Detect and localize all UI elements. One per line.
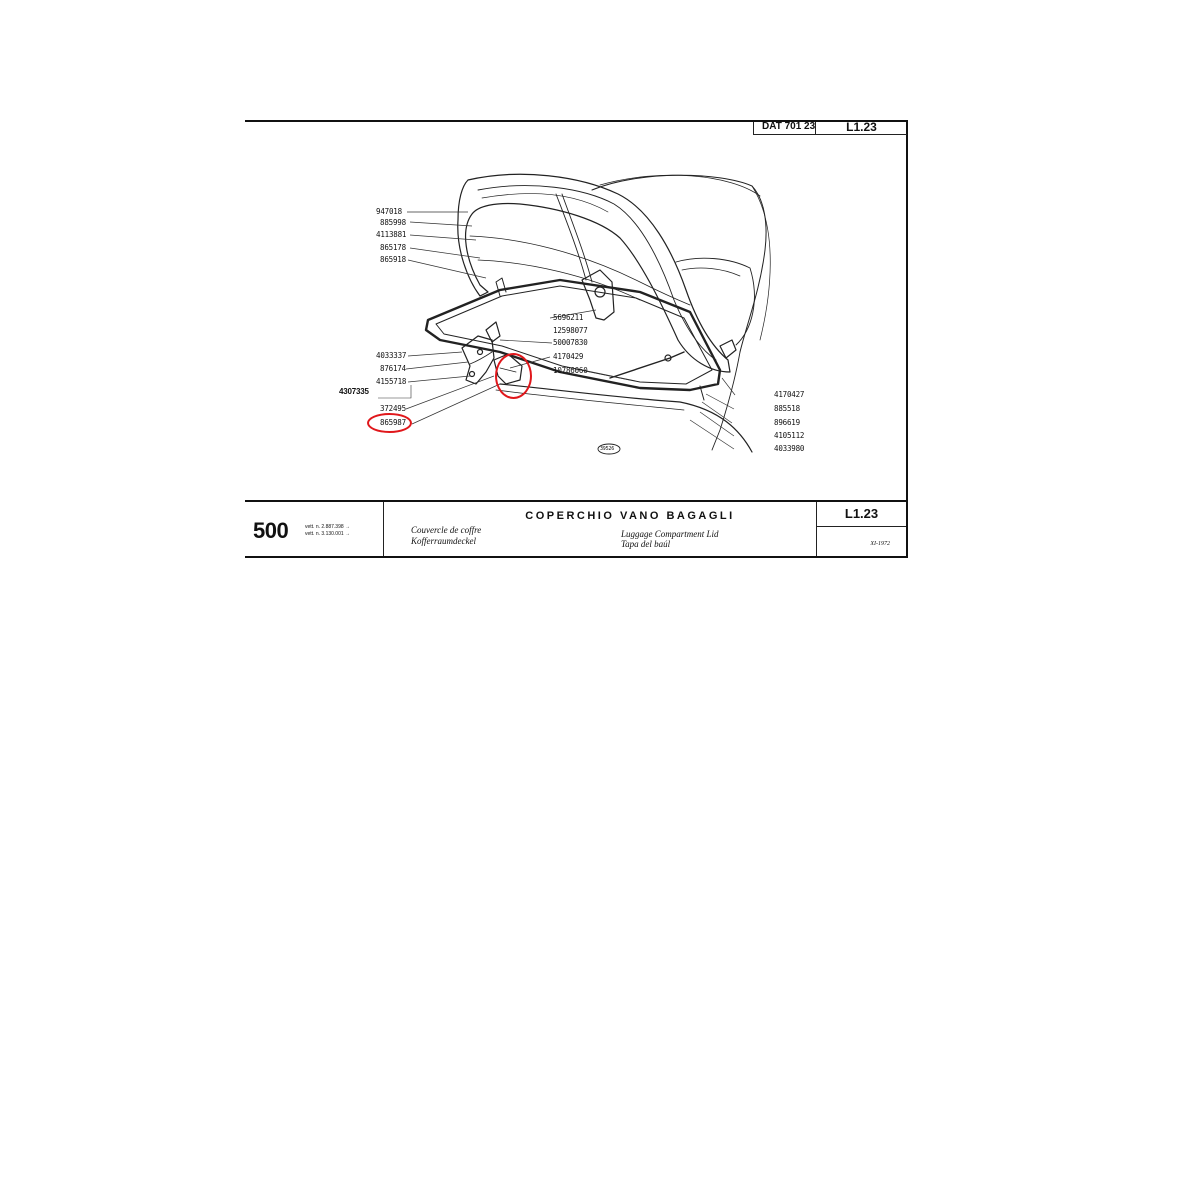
- callout-4170427: 4170427: [774, 390, 805, 399]
- model-note-1: vett. n. 2.887.398 →: [305, 524, 351, 530]
- model-number: 500: [253, 518, 289, 543]
- callout-4307335: 4307335: [339, 387, 369, 396]
- page-cell: [817, 502, 906, 556]
- title-block: [245, 500, 908, 558]
- callout-896619: 896619: [774, 418, 800, 427]
- callout-4155718: 4155718: [376, 377, 407, 386]
- highlight-hinge-circle: [495, 353, 532, 399]
- highlight-part-number-oval: [367, 413, 412, 433]
- revision-date: XI-1972: [870, 541, 890, 547]
- title-en: Luggage Compartment Lid: [621, 529, 719, 539]
- callout-4033337: 4033337: [376, 351, 407, 360]
- callout-50007830: 50007830: [553, 338, 588, 347]
- callout-876174: 876174: [380, 364, 406, 373]
- callout-885518: 885518: [774, 404, 800, 413]
- callout-4113881: 4113881: [376, 230, 407, 239]
- callout-947018: 947018: [376, 207, 402, 216]
- callout-865178: 865178: [380, 243, 406, 252]
- page-number: L1.23: [817, 502, 906, 527]
- callout-12598077: 12598077: [553, 326, 588, 335]
- model-cell: [245, 502, 384, 556]
- callout-865918: 865918: [380, 255, 406, 264]
- header-code: DAT 701 23: [753, 122, 824, 135]
- callout-4105112: 4105112: [774, 431, 805, 440]
- callout-865987: 865987: [380, 418, 406, 427]
- model-note-2: vett. n. 3.130.001 →: [305, 531, 351, 537]
- callout-5696211: 5696211: [553, 313, 584, 322]
- prop-rod: [610, 352, 684, 378]
- title-es: Tapa del baúl: [621, 539, 671, 549]
- figure-ref: 39526: [600, 446, 615, 452]
- title-fr: Couvercle de coffre: [411, 525, 482, 535]
- sheet-title: COPERCHIO VANO BAGAGLI: [525, 510, 735, 522]
- title-cell: [384, 502, 817, 556]
- callout-372495: 372495: [380, 404, 406, 413]
- callout-4033980: 4033980: [774, 444, 805, 453]
- callout-885998: 885998: [380, 218, 406, 227]
- title-de: Kofferraumdeckel: [411, 536, 476, 546]
- callout-10786060: 10786060: [553, 366, 588, 375]
- lid-latch: [582, 270, 614, 320]
- callout-4170429: 4170429: [553, 352, 584, 361]
- header-page: L1.23: [815, 122, 907, 135]
